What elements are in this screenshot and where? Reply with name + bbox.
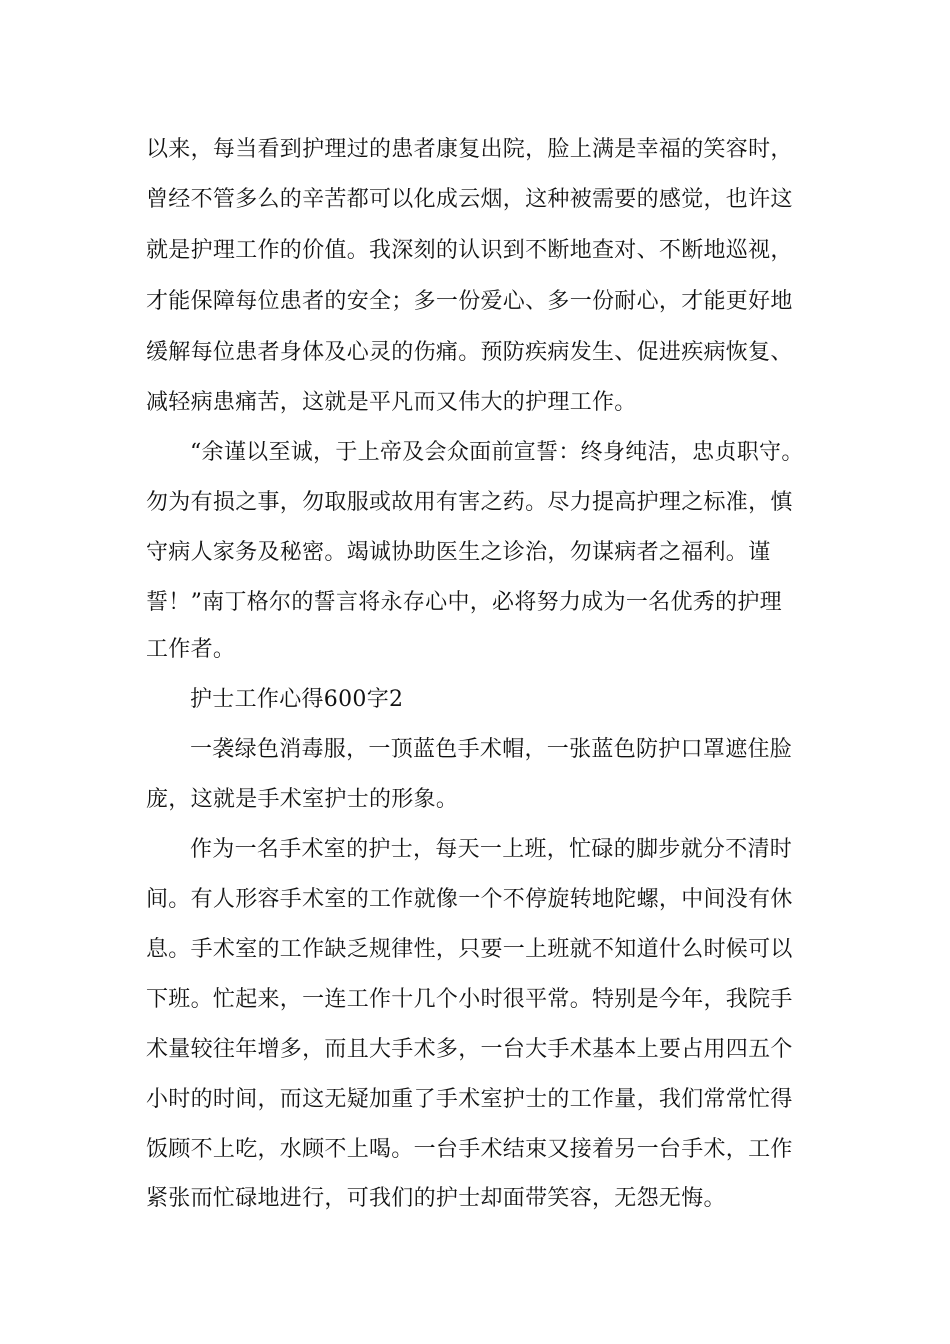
text-line: 勿为有损之事，勿取服或故用有害之药。尽力提高护理之标准，慎 (146, 490, 793, 515)
text-line: 工作者。 (146, 637, 236, 662)
text-line: 缓解每位患者身体及心灵的伤痛。预防疾病发生、促进疾病恢复、 (146, 340, 793, 365)
text-line: 誓！”南丁格尔的誓言将永存心中，必将努力成为一名优秀的护理 (146, 590, 782, 615)
text-line: 就是护理工作的价值。我深刻的认识到不断地查对、不断地巡视， (146, 238, 793, 263)
text-line: 饭顾不上吃，水顾不上喝。一台手术结束又接着另一台手术，工作 (146, 1137, 793, 1162)
text-line: 曾经不管多么的辛苦都可以化成云烟，这种被需要的感觉，也许这 (146, 187, 793, 212)
text-line: 间。有人形容手术室的工作就像一个不停旋转地陀螺，中间没有休 (146, 887, 793, 912)
text-line: 以来，每当看到护理过的患者康复出院，脸上满是幸福的笑容时， (146, 137, 793, 162)
text-line: 庞，这就是手术室护士的形象。 (146, 787, 459, 812)
text-line: 作为一名手术室的护士，每天一上班，忙碌的脚步就分不清时 (190, 837, 793, 862)
text-line: 下班。忙起来，一连工作十几个小时很平常。特别是今年，我院手 (146, 987, 793, 1012)
text-line: 一袭绿色消毒服，一顶蓝色手术帽，一张蓝色防护口罩遮住脸 (190, 737, 793, 762)
text-line: 才能保障每位患者的安全；多一份爱心、多一份耐心，才能更好地 (146, 289, 793, 314)
text-line: “余谨以至诚，于上帝及会众面前宣誓：终身纯洁，忠贞职守。 (190, 440, 804, 465)
text-line: 小时的时间，而这无疑加重了手术室护士的工作量，我们常常忙得 (146, 1087, 793, 1112)
section-heading: 护士工作心得600字2 (190, 687, 404, 712)
text-line: 紧张而忙碌地进行，可我们的护士却面带笑容，无怨无悔。 (146, 1186, 726, 1211)
text-line: 术量较往年增多，而且大手术多，一台大手术基本上要占用四五个 (146, 1037, 793, 1062)
text-line: 息。手术室的工作缺乏规律性，只要一上班就不知道什么时候可以 (146, 937, 793, 962)
text-line: 减轻病患痛苦，这就是平凡而又伟大的护理工作。 (146, 390, 637, 415)
text-line: 守病人家务及秘密。竭诚协助医生之诊治，勿谋病者之福利。谨 (146, 540, 771, 565)
